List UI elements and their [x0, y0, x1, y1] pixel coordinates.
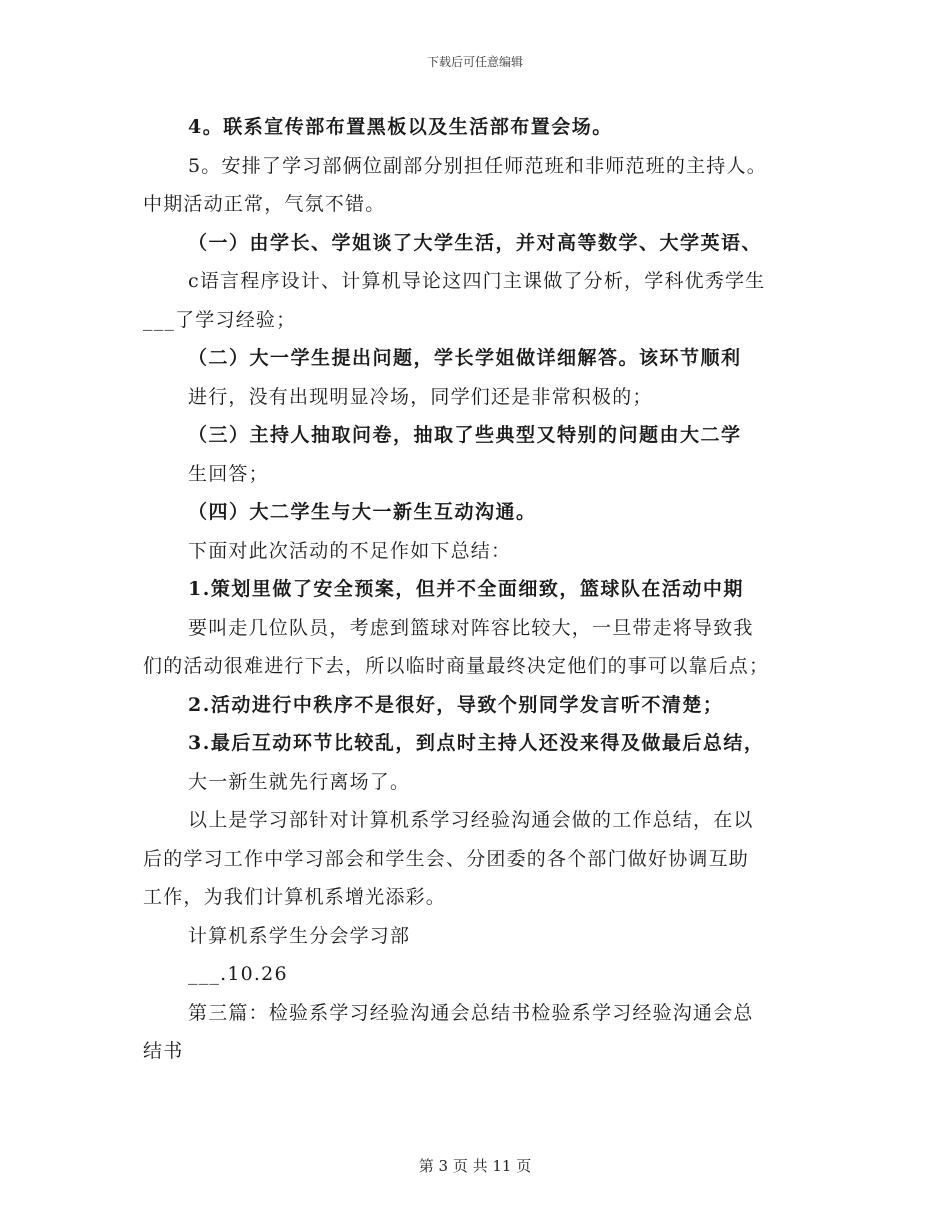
paragraph-line: 进行，没有出现明显冷场，同学们还是非常积极的； [188, 385, 653, 408]
paragraph-line: 中期活动正常，气氛不错。 [143, 193, 386, 215]
paragraph-line: （一）由学长、学姐谈了大学生活，并对高等数学、大学英语、 [188, 231, 763, 254]
paragraph-line: （三）主持人抽取问卷，抽取了些典型又特别的问题由大二学 [188, 424, 742, 446]
paragraph-line: ___了学习经验； [143, 308, 297, 331]
paragraph-line: c语言程序设计、计算机导论这四门主课做了分析，学科优秀学生 [188, 270, 766, 292]
paragraph-line: （四）大二学生与大一新生互动沟通。 [188, 501, 537, 523]
document-body [143, 108, 808, 1071]
paragraph-line: 后的学习工作中学习部会和学生会、分团委的各个部门做好协调互助 [143, 847, 750, 870]
paragraph-line: 大一新生就先行离场了。 [188, 770, 411, 793]
page-header: 下载后可任意编辑 [426, 55, 523, 69]
date-line: ___.10.26 [188, 963, 288, 985]
signature-line: 计算机系学生分会学习部 [188, 924, 411, 947]
paragraph-line: 4。联系宣传部布置黑板以及生活部布置会场。 [188, 116, 613, 138]
paragraph-line: 1.策划里做了安全预案，但并不全面细致，篮球队在活动中期 [188, 578, 744, 600]
paragraph-line: 工作，为我们计算机系增光添彩。 [143, 886, 447, 908]
paragraph-line: 2.活动进行中秩序不是很好，导致个别同学发言听不清楚； [188, 693, 724, 716]
paragraph-line: 生回答； [188, 462, 269, 485]
paragraph-line: 3.最后互动环节比较乱，到点时主持人还没来得及做最后总结， [188, 732, 765, 754]
paragraph-line: 5。安排了学习部俩位副部分别担任师范班和非师范班的主持人。 [188, 154, 767, 177]
paragraph-line: 要叫走几位队员，考虑到篮球对阵容比较大，一旦带走将导致我 [188, 616, 754, 639]
paragraph-line: （二）大一学生提出问题，学长学姐做详细解答。该环节顺利 [188, 347, 742, 369]
paragraph-line: 以上是学习部针对计算机系学习经验沟通会做的工作总结，在以 [188, 809, 754, 831]
paragraph-line: 们的活动很难进行下去，所以临时商量最终决定他们的事可以靠后点； [143, 655, 770, 677]
paragraph-line: 结书 [143, 1040, 184, 1062]
paragraph-line: 下面对此次活动的不足作如下总结： [188, 539, 512, 562]
paragraph-line: 第三篇：检验系学习经验沟通会总结书检验系学习经验沟通会总 [188, 1001, 754, 1024]
page-footer: 第 3 页 共 11 页 [418, 1157, 532, 1175]
